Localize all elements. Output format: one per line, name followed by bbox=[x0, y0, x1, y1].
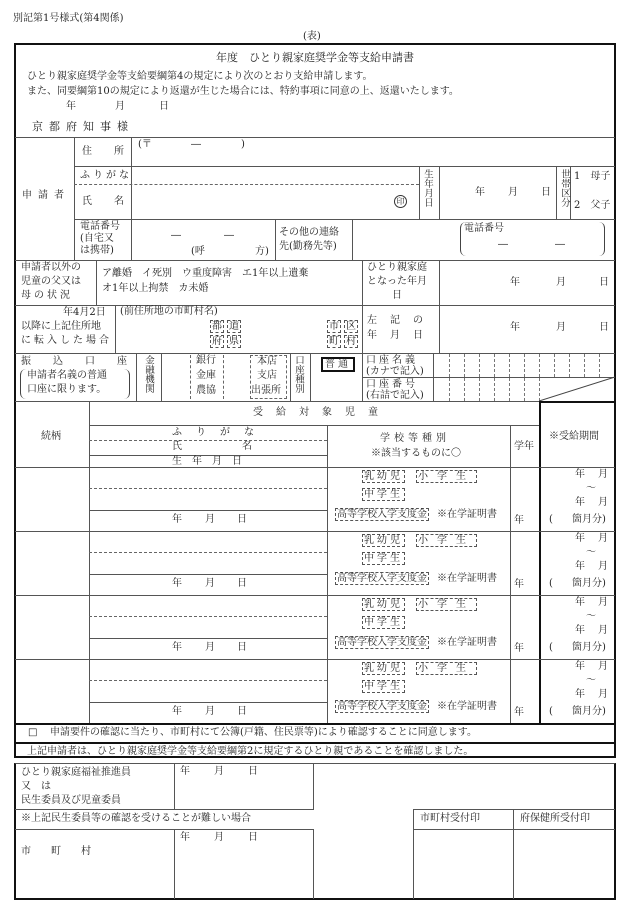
divider bbox=[15, 137, 615, 138]
label-line: (カナで記入) bbox=[366, 366, 424, 377]
birth-year: 年 bbox=[475, 187, 485, 198]
divider bbox=[161, 353, 162, 401]
branch-main[interactable]: 本店 bbox=[257, 356, 277, 367]
months-unit: 箇月分) bbox=[572, 706, 606, 717]
furigana-header: ふりがな bbox=[172, 427, 268, 438]
period-field[interactable] bbox=[541, 468, 615, 530]
school-option-infant[interactable]: 乳幼児 bbox=[364, 471, 403, 482]
pref-ken[interactable]: 県 bbox=[229, 336, 239, 347]
period-tilde: ～ bbox=[586, 547, 596, 558]
child-name-field[interactable] bbox=[90, 553, 327, 574]
household-label: 世帯区分 bbox=[559, 169, 570, 207]
divider bbox=[310, 353, 311, 401]
child-birth-header: 生年月日 bbox=[172, 456, 252, 467]
health-center-stamp-area[interactable] bbox=[515, 831, 614, 898]
date-month: 月 bbox=[205, 514, 215, 525]
grid-line bbox=[464, 378, 465, 401]
pref-do[interactable]: 道 bbox=[229, 321, 239, 332]
certificate-note: ※在学証明書 bbox=[437, 509, 497, 520]
bank-label: 振込口座 bbox=[21, 356, 149, 367]
other-phone-label: 電話番号 bbox=[464, 223, 504, 234]
child-name-header: 氏名 bbox=[172, 441, 312, 452]
label-line: に転入した場合 bbox=[21, 335, 112, 346]
application-date-year: 年 bbox=[66, 101, 76, 112]
school-option-high-school-prep[interactable]: 高等学校入学支度金 bbox=[337, 573, 427, 584]
label-line: となった年月 bbox=[367, 276, 427, 287]
school-header-1: 学校等種別 bbox=[380, 433, 450, 444]
parent-status-label-line: 申請者以外の bbox=[21, 262, 81, 273]
grid-line bbox=[569, 354, 570, 377]
pref-fu[interactable]: 府 bbox=[212, 336, 222, 347]
divider bbox=[15, 260, 615, 261]
divider bbox=[570, 166, 571, 219]
label-line: 日 bbox=[392, 290, 402, 301]
school-option-elementary[interactable]: 小学生 bbox=[418, 535, 475, 546]
grade-field[interactable] bbox=[512, 532, 538, 594]
divider bbox=[510, 425, 511, 723]
date-day: 日 bbox=[237, 514, 247, 525]
seal-mark: 印 bbox=[394, 195, 407, 208]
certificate-note: ※在学証明書 bbox=[437, 573, 497, 584]
date-day: 日 bbox=[237, 706, 247, 717]
form-side-label: (表) bbox=[303, 31, 321, 42]
birth-label: 生年月日 bbox=[422, 169, 433, 207]
divider bbox=[327, 425, 328, 723]
period-from-year: 年 bbox=[575, 533, 585, 544]
address-field[interactable] bbox=[136, 139, 614, 165]
divider bbox=[413, 829, 615, 830]
child-relation-field[interactable] bbox=[15, 531, 89, 595]
child-furigana-field[interactable] bbox=[90, 532, 327, 552]
date-month: 月 bbox=[205, 578, 215, 589]
label-line: ひとり親家庭福祉推進員 bbox=[21, 767, 131, 778]
divider bbox=[313, 764, 314, 810]
label-line: 年月日 bbox=[367, 330, 436, 341]
divider bbox=[352, 219, 353, 260]
other-phone-field[interactable] bbox=[460, 222, 605, 256]
date-day: 日 bbox=[237, 642, 247, 653]
months-open: ( bbox=[549, 642, 553, 653]
school-option-high-school-prep[interactable]: 高等学校入学支度金 bbox=[337, 509, 427, 520]
grade-field[interactable] bbox=[512, 660, 538, 722]
city-mura[interactable]: 村 bbox=[346, 336, 356, 347]
period-to-year: 年 bbox=[575, 625, 585, 636]
child-name-field[interactable] bbox=[90, 489, 327, 510]
divider bbox=[513, 809, 514, 899]
label-line: ひとり親家庭 bbox=[367, 262, 427, 273]
city-ku[interactable]: 区 bbox=[346, 321, 356, 332]
grid-line bbox=[509, 354, 510, 377]
bank-note-line: 口座に限ります。 bbox=[27, 384, 107, 395]
phone-label-line: は携帯) bbox=[80, 245, 114, 256]
city-stamp-area[interactable] bbox=[415, 831, 512, 898]
bank-note-line: 申請者名義の普通 bbox=[27, 370, 107, 381]
city-stamp-label: 市町村受付印 bbox=[420, 813, 480, 824]
consent-text: 申請要件の確認に当たり、市町村にて公簿(戸籍、住民票等)により確認することに同意します。 bbox=[50, 727, 478, 738]
children-group-header: 受給対象児童 bbox=[253, 407, 391, 418]
grade-unit: 年 bbox=[514, 707, 524, 718]
label-line: 民生委員及び児童委員 bbox=[21, 795, 121, 806]
furigana-label: ふりがな bbox=[80, 170, 132, 181]
addressee: 京都府知事様 bbox=[32, 120, 134, 133]
period-field[interactable] bbox=[541, 660, 615, 722]
confirmation-statement: 上記申請者は、ひとり親家庭奨学金等支給要綱第2に規定するひとり親であることを確認しました。 bbox=[27, 746, 474, 757]
single-parent-date-field[interactable] bbox=[441, 262, 613, 304]
period-field[interactable] bbox=[541, 532, 615, 594]
period-from-month: 月 bbox=[598, 533, 608, 544]
date-year: 年 bbox=[172, 578, 182, 589]
institution-type-box bbox=[190, 355, 224, 399]
birth-month: 月 bbox=[508, 187, 518, 198]
relation-header: 続柄 bbox=[41, 431, 61, 442]
parent-status-label-line: 児童の父又は bbox=[21, 276, 81, 287]
grid-line bbox=[539, 354, 540, 377]
institution-kinko[interactable]: 金庫 bbox=[196, 370, 216, 381]
parent-status-options-2[interactable]: オ1年以上拘禁 カ未婚 bbox=[102, 283, 209, 294]
other-contact-label bbox=[279, 226, 339, 254]
period-field[interactable] bbox=[541, 596, 615, 658]
postal-dash: ― bbox=[191, 139, 201, 150]
grade-unit: 年 bbox=[514, 515, 524, 526]
grid-line bbox=[449, 378, 450, 401]
label-line: 以降に上記住所地 bbox=[21, 321, 101, 332]
child-birth-field[interactable] bbox=[90, 639, 327, 658]
postal-close: ) bbox=[241, 139, 245, 150]
grid-line bbox=[449, 354, 450, 377]
divider bbox=[89, 425, 539, 426]
account-number-label bbox=[366, 379, 424, 401]
school-option-high-school-prep[interactable]: 高等学校入学支度金 bbox=[337, 637, 427, 648]
institution-bank[interactable]: 銀行 bbox=[196, 355, 216, 366]
account-number-diagonal bbox=[539, 376, 616, 403]
phone-dash: ― bbox=[224, 230, 234, 241]
certificate-note: ※在学証明書 bbox=[437, 701, 497, 712]
grade-unit: 年 bbox=[514, 579, 524, 590]
child-birth-field[interactable] bbox=[90, 575, 327, 594]
date-year: 年 bbox=[510, 277, 520, 288]
divider bbox=[15, 742, 615, 744]
child-name-field[interactable] bbox=[90, 681, 327, 702]
pref-to[interactable]: 都 bbox=[212, 321, 222, 332]
household-option-mother[interactable]: 1 母子 bbox=[574, 171, 611, 182]
date-day: 日 bbox=[599, 277, 609, 288]
child-relation-field[interactable] bbox=[15, 595, 89, 659]
school-option-elementary[interactable]: 小学生 bbox=[418, 599, 475, 610]
label-line: (右詰で記入) bbox=[366, 390, 424, 401]
parent-status-label bbox=[21, 261, 81, 303]
municipality-date-field[interactable] bbox=[176, 831, 312, 898]
school-option-junior-high[interactable]: 中学生 bbox=[364, 617, 403, 628]
divider bbox=[439, 260, 440, 353]
period-tilde: ～ bbox=[586, 611, 596, 622]
birth-day: 日 bbox=[541, 187, 551, 198]
divider bbox=[174, 829, 175, 899]
date-month: 月 bbox=[214, 832, 224, 843]
grid-line bbox=[524, 354, 525, 377]
label-line: 又 は bbox=[21, 781, 51, 792]
divider bbox=[556, 166, 557, 219]
grade-unit: 年 bbox=[514, 643, 524, 654]
intro-line-1: ひとり親家庭奨学金等支給要綱第4の規定により次のとおり支給申請します。 bbox=[27, 71, 373, 82]
date-day: 日 bbox=[248, 766, 258, 777]
moved-in-label bbox=[21, 306, 112, 348]
phone-label-line: 電話番号 bbox=[80, 221, 120, 232]
period-from-year: 年 bbox=[575, 469, 585, 480]
divider bbox=[115, 305, 116, 353]
child-name-field[interactable] bbox=[90, 617, 327, 638]
divider bbox=[74, 137, 75, 260]
divider bbox=[413, 809, 615, 810]
officer-date-field[interactable] bbox=[176, 765, 312, 808]
child-birth-field[interactable] bbox=[90, 703, 327, 722]
label-line: 年4月2日 bbox=[63, 307, 106, 318]
phone-label bbox=[80, 221, 120, 257]
officer-label bbox=[21, 766, 131, 808]
health-center-stamp-label: 府保健所受付印 bbox=[520, 813, 590, 824]
period-from-month: 月 bbox=[598, 469, 608, 480]
birth-date-field[interactable] bbox=[441, 167, 555, 218]
period-to-month: 月 bbox=[598, 497, 608, 508]
grade-field[interactable] bbox=[512, 468, 538, 530]
application-date-month: 月 bbox=[115, 101, 125, 112]
date-year: 年 bbox=[180, 832, 190, 843]
moved-date-label bbox=[367, 313, 436, 343]
grade-header: 学年 bbox=[514, 441, 534, 452]
school-option-junior-high[interactable]: 中学生 bbox=[364, 681, 403, 692]
divider bbox=[275, 219, 276, 260]
period-from-month: 月 bbox=[598, 597, 608, 608]
branch-office[interactable]: 出張所 bbox=[251, 385, 281, 396]
date-day: 日 bbox=[599, 322, 609, 333]
school-option-infant[interactable]: 乳幼児 bbox=[364, 663, 403, 674]
divider bbox=[362, 260, 363, 353]
branch-type-box bbox=[250, 355, 287, 399]
divider bbox=[15, 809, 314, 810]
date-year: 年 bbox=[180, 766, 190, 777]
child-furigana-field[interactable] bbox=[90, 596, 327, 616]
other-phone-dash: ― bbox=[498, 239, 508, 250]
months-open: ( bbox=[549, 706, 553, 717]
phone-label-line: (自宅又 bbox=[80, 233, 114, 244]
school-option-infant[interactable]: 乳幼児 bbox=[364, 599, 403, 610]
months-unit: 箇月分) bbox=[572, 642, 606, 653]
school-option-junior-high[interactable]: 中学生 bbox=[364, 489, 403, 500]
alt-note: ※上記民生委員等の確認を受けることが難しい場合 bbox=[21, 813, 251, 824]
date-day: 日 bbox=[237, 578, 247, 589]
certificate-note: ※在学証明書 bbox=[437, 637, 497, 648]
grid-line bbox=[479, 354, 480, 377]
name-label: 氏名 bbox=[82, 196, 146, 207]
divider bbox=[174, 764, 175, 810]
city-shi[interactable]: 市 bbox=[329, 321, 339, 332]
divider bbox=[290, 353, 291, 401]
applicant-section-label: 申請者 bbox=[22, 190, 70, 201]
period-to-month: 月 bbox=[598, 689, 608, 700]
months-unit: 箇月分) bbox=[572, 578, 606, 589]
date-year: 年 bbox=[172, 706, 182, 717]
child-furigana-field[interactable] bbox=[90, 660, 327, 680]
divider bbox=[74, 184, 419, 185]
grid-line bbox=[494, 354, 495, 377]
account-name-label bbox=[366, 355, 424, 377]
household-option-father[interactable]: 2 父子 bbox=[574, 200, 611, 211]
prev-municipality-label: (前住所地の市町村名) bbox=[120, 306, 218, 317]
period-to-year: 年 bbox=[575, 689, 585, 700]
bank-note bbox=[20, 369, 130, 399]
form-title: 年度 ひとり親家庭奨学金等支給申請書 bbox=[216, 51, 414, 64]
name-field[interactable] bbox=[133, 186, 418, 218]
grid-line bbox=[599, 354, 600, 377]
date-month: 月 bbox=[205, 706, 215, 717]
divider bbox=[439, 166, 440, 219]
furigana-field[interactable] bbox=[133, 168, 418, 183]
divider bbox=[413, 809, 414, 899]
date-year: 年 bbox=[172, 514, 182, 525]
branch-sub[interactable]: 支店 bbox=[257, 370, 277, 381]
divider bbox=[15, 401, 540, 402]
divider bbox=[15, 829, 314, 830]
period-from-year: 年 bbox=[575, 597, 585, 608]
application-date-day: 日 bbox=[159, 101, 169, 112]
account-type-label: 口座種別 bbox=[293, 355, 304, 393]
consent-checkbox[interactable]: □ bbox=[28, 727, 38, 738]
intro-line-2: また、同要綱第10の規定により返還が生じた場合には、特約事項に同意の上、返還いたします。 bbox=[27, 86, 459, 97]
postal-open: (〒 bbox=[138, 139, 152, 150]
call-close: 方) bbox=[255, 246, 269, 257]
divider bbox=[313, 829, 314, 899]
date-month: 月 bbox=[556, 277, 566, 288]
phone-dash: ― bbox=[171, 230, 181, 241]
period-to-month: 月 bbox=[598, 625, 608, 636]
single-parent-date-label bbox=[367, 261, 427, 303]
school-option-junior-high[interactable]: 中学生 bbox=[364, 553, 403, 564]
months-unit: 箇月分) bbox=[572, 514, 606, 525]
grade-field[interactable] bbox=[512, 596, 538, 658]
address-label: 住所 bbox=[82, 146, 146, 157]
school-option-high-school-prep[interactable]: 高等学校入学支度金 bbox=[337, 701, 427, 712]
label-line: 口座名義 bbox=[366, 355, 418, 366]
city-machi[interactable]: 町 bbox=[329, 336, 339, 347]
label-line: 左記の bbox=[367, 315, 436, 326]
grid-line bbox=[464, 354, 465, 377]
call-open: (呼 bbox=[191, 246, 205, 257]
school-option-elementary[interactable]: 小学生 bbox=[418, 663, 475, 674]
date-year: 年 bbox=[510, 322, 520, 333]
municipality-label: 市 町 村 bbox=[21, 846, 91, 857]
date-month: 月 bbox=[205, 642, 215, 653]
period-header: ※受給期間 bbox=[549, 431, 599, 442]
period-from-year: 年 bbox=[575, 661, 585, 672]
period-to-year: 年 bbox=[575, 497, 585, 508]
school-header-2: ※該当するものに〇 bbox=[371, 448, 461, 459]
date-day: 日 bbox=[248, 832, 258, 843]
months-open: ( bbox=[549, 578, 553, 589]
grid-line bbox=[509, 378, 510, 401]
grid-line bbox=[479, 378, 480, 401]
label-line: 口座番号 bbox=[366, 379, 418, 390]
grid-line bbox=[584, 354, 585, 377]
divider bbox=[419, 166, 420, 219]
date-month: 月 bbox=[214, 766, 224, 777]
school-option-infant[interactable]: 乳幼児 bbox=[364, 535, 403, 546]
grid-line bbox=[554, 354, 555, 377]
child-birth-field[interactable] bbox=[90, 511, 327, 530]
grid-line bbox=[494, 378, 495, 401]
divider bbox=[96, 260, 97, 305]
divider bbox=[74, 219, 615, 220]
period-to-month: 月 bbox=[598, 561, 608, 572]
period-to-year: 年 bbox=[575, 561, 585, 572]
parent-status-label-line: 母の状況 bbox=[21, 290, 73, 301]
account-type-value[interactable]: 普通 bbox=[321, 357, 355, 372]
date-month: 月 bbox=[556, 322, 566, 333]
grid-line bbox=[524, 378, 525, 401]
period-from-month: 月 bbox=[598, 661, 608, 672]
period-tilde: ～ bbox=[586, 483, 596, 494]
child-furigana-field[interactable] bbox=[90, 468, 327, 488]
other-phone-dash: ― bbox=[555, 239, 565, 250]
child-relation-field[interactable] bbox=[15, 467, 89, 531]
moved-date-field[interactable] bbox=[441, 307, 613, 352]
parent-status-options-1[interactable]: ア離婚 イ死別 ウ重度障害 エ1年以上遺棄 bbox=[102, 268, 309, 279]
other-contact-line: 先(勤務先等) bbox=[279, 241, 337, 252]
other-contact-line: その他の連絡 bbox=[279, 227, 339, 238]
institution-label: 金融機関 bbox=[143, 355, 154, 393]
months-open: ( bbox=[549, 514, 553, 525]
period-tilde: ～ bbox=[586, 675, 596, 686]
institution-nokyo[interactable]: 農協 bbox=[196, 385, 216, 396]
child-relation-field[interactable] bbox=[15, 659, 89, 723]
school-option-elementary[interactable]: 小学生 bbox=[418, 471, 475, 482]
date-year: 年 bbox=[172, 642, 182, 653]
form-number: 別記第1号様式(第4関係) bbox=[13, 13, 124, 24]
phone-field[interactable] bbox=[133, 221, 274, 259]
divider bbox=[15, 723, 615, 725]
